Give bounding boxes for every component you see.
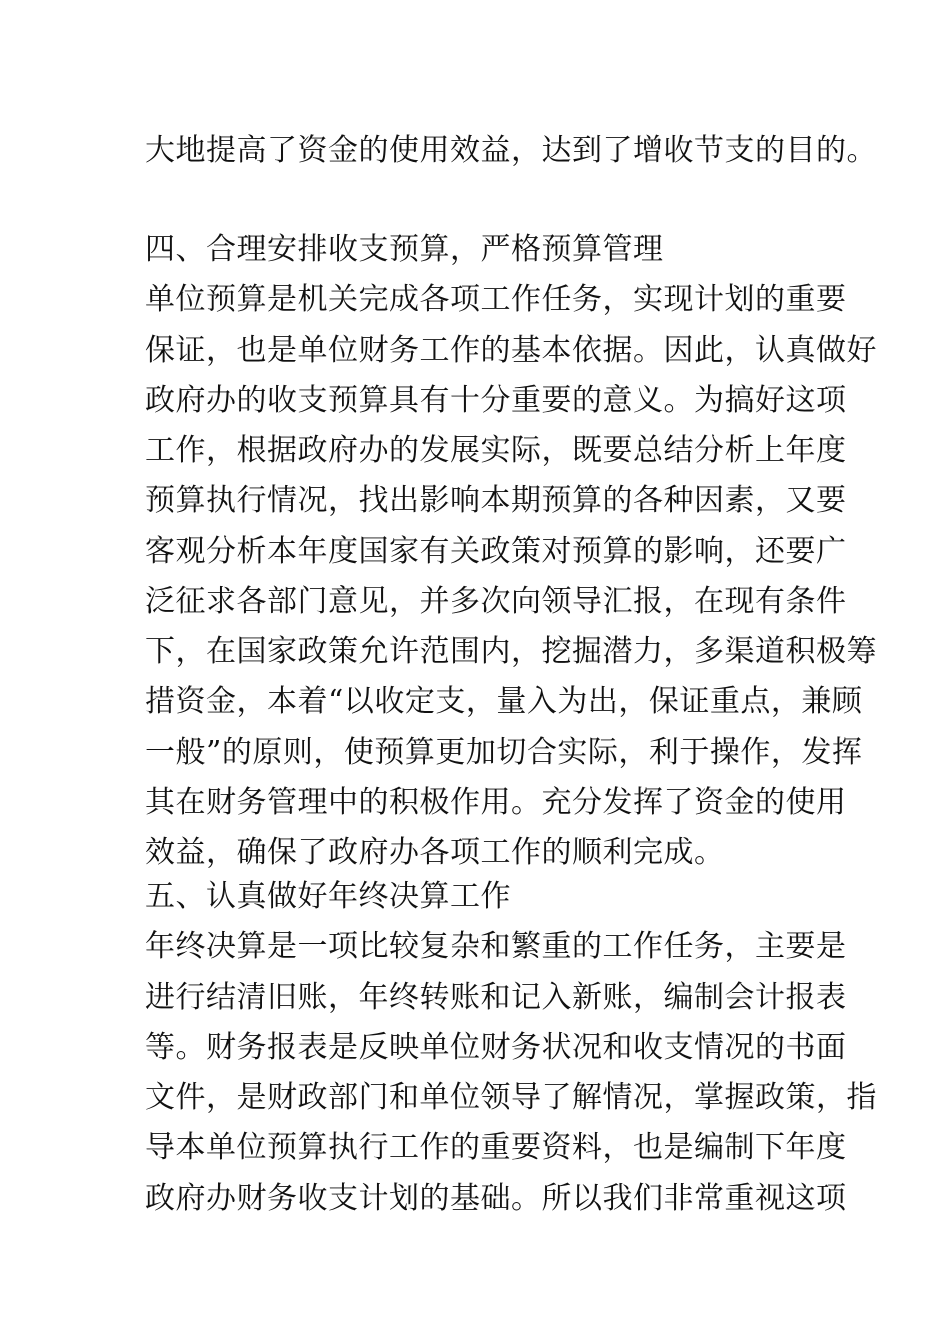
section-4-line: 效益，确保了政府办各项工作的顺利完成。	[145, 835, 725, 870]
section-4-line: 一般”的原则，使预算更加切合实际，利于操作，发挥	[145, 735, 863, 770]
section-4-line: 预算执行情况，找出影响本期预算的各种因素，又要	[145, 483, 847, 518]
section-4-line: 下，在国家政策允许范围内，挖掘潜力，多渠道积极筹	[145, 634, 877, 669]
section-5-line: 政府办财务收支计划的基础。所以我们非常重视这项	[145, 1181, 847, 1216]
section-5-line: 年终决算是一项比较复杂和繁重的工作任务，主要是	[145, 929, 847, 964]
section-5-line: 导本单位预算执行工作的重要资料，也是编制下年度	[145, 1130, 847, 1165]
section-4-line: 保证，也是单位财务工作的基本依据。因此，认真做好	[145, 333, 877, 368]
section-5-heading: 五、认真做好年终决算工作	[145, 879, 511, 914]
section-4-line: 其在财务管理中的积极作用。充分发挥了资金的使用	[145, 785, 847, 820]
section-5-line: 文件，是财政部门和单位领导了解情况，掌握政策，指	[145, 1080, 877, 1115]
section-4-line: 客观分析本年度国家有关政策对预算的影响，还要广	[145, 534, 847, 569]
section-5-line: 等。财务报表是反映单位财务状况和收支情况的书面	[145, 1030, 847, 1065]
section-4-line: 单位预算是机关完成各项工作任务，实现计划的重要	[145, 282, 847, 317]
section-4-line: 措资金，本着“以收定支，量入为出，保证重点，兼顾	[145, 684, 863, 719]
section-4-heading: 四、合理安排收支预算，严格预算管理	[145, 232, 664, 267]
section-4-line: 工作，根据政府办的发展实际，既要总结分析上年度	[145, 433, 847, 468]
section-4-line: 泛征求各部门意见，并多次向领导汇报，在现有条件	[145, 584, 847, 619]
paragraph-continuation: 大地提高了资金的使用效益，达到了增收节支的目的。	[145, 133, 877, 168]
section-4-line: 政府办的收支预算具有十分重要的意义。为搞好这项	[145, 383, 847, 418]
section-5-line: 进行结清旧账，年终转账和记入新账，编制会计报表	[145, 980, 847, 1015]
